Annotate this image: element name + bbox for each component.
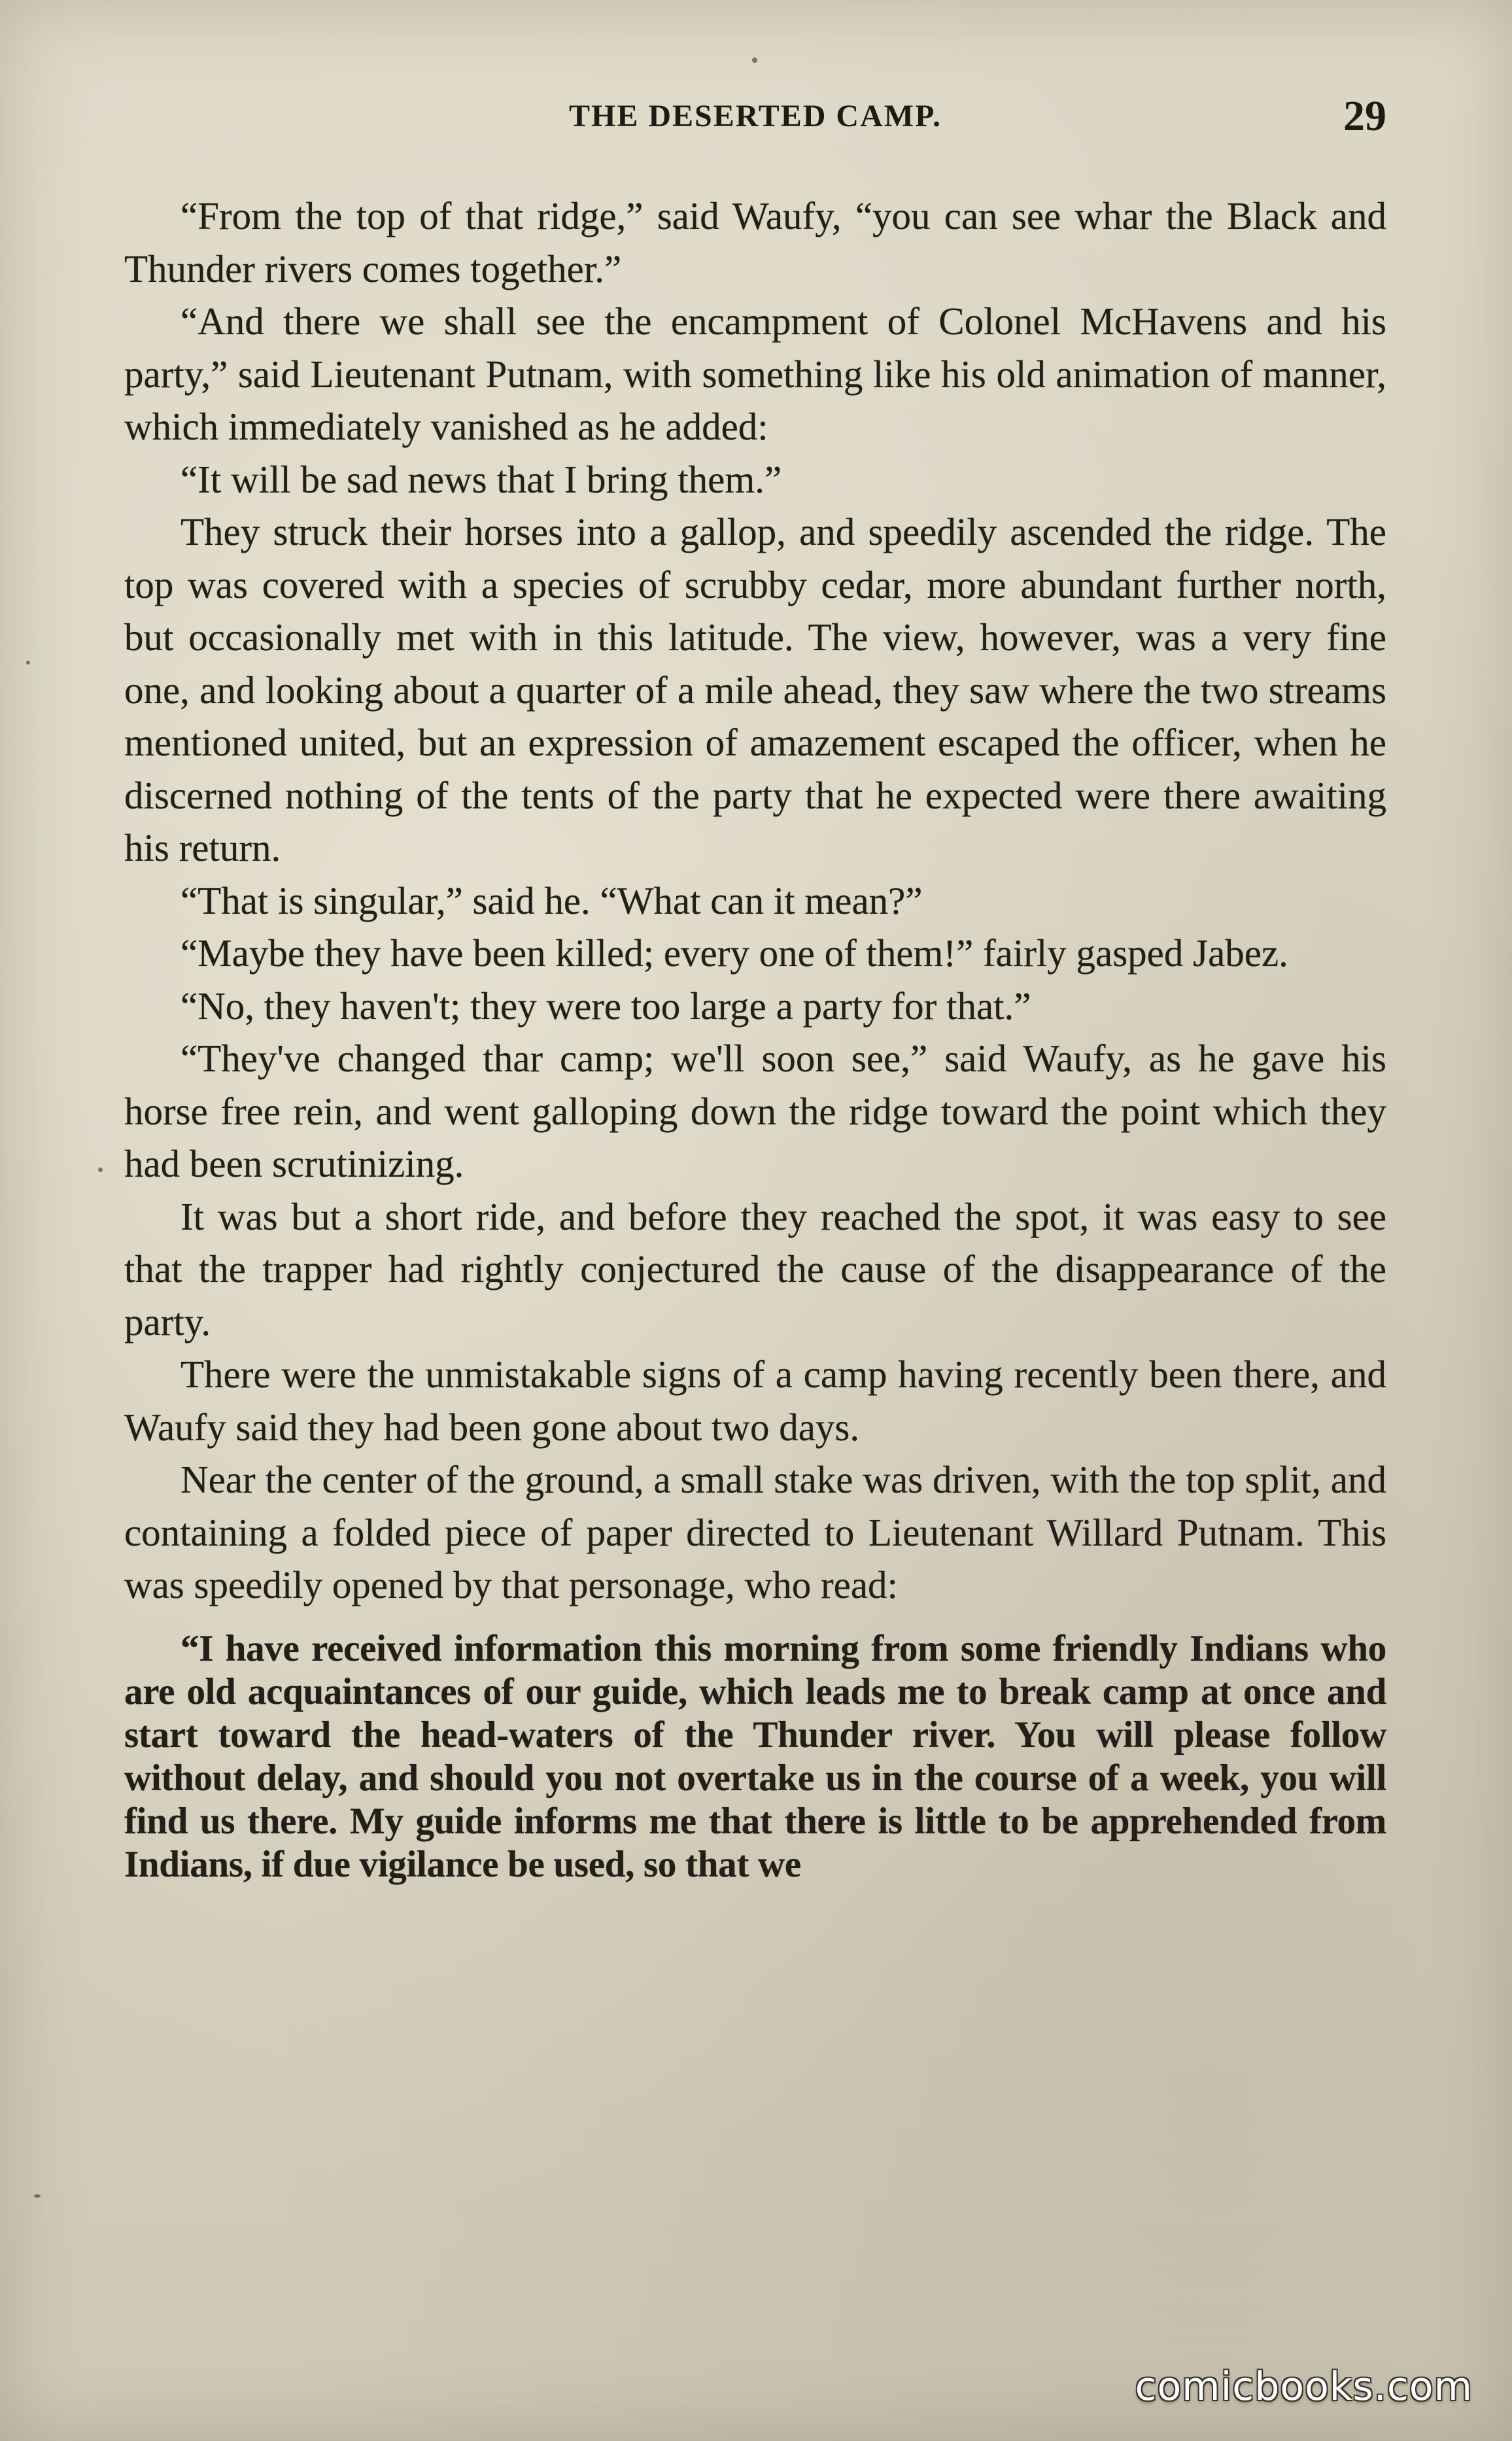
paragraph: “From the top of that ridge,” said Waufy, “you can see whar the Black and Thunder rivers comes together.” <box>124 194 1386 290</box>
quoted-letter: “I have received information this morning from some friendly Indians who are old acquaintances of our guide, which leads me to break camp at once and start toward the head-waters of the Thunder river. You will please follow without delay, and should you not overtake us in the course of a week, you will find us there. My guide informs me that there is little to be apprehended from Indians, if due vigilance be used, so that we <box>124 1627 1386 1885</box>
paragraph: They struck their horses into a gallop, and speedily ascended the ridge. The top was covered with a species of scrubby cedar, more abundant further north, but occasionally met with in this latitude. The view, however, was a very fine one, and looking about a quarter of a mile ahead, they saw where the two streams mentioned united, but an expression of amazement escaped the officer, when he discerned nothing of the tents of the party that he expected were there awaiting his return. <box>124 510 1386 869</box>
ink-speck <box>98 1168 103 1172</box>
paragraph: “No, they haven't; they were too large a party for that.” <box>180 984 1031 1028</box>
running-head <box>124 92 1386 144</box>
paragraph: “That is singular,” said he. “What can it mean?” <box>180 878 923 922</box>
paragraph: Near the center of the ground, a small stake was driven, with the top split, and containing a folded piece of paper directed to Lieutenant Willard Putnam. This was speedily opened by that personage, who read: <box>124 1458 1386 1606</box>
paragraph: “Maybe they have been killed; every one of them!” fairly gasped Jabez. <box>180 931 1288 975</box>
paragraph: There were the unmistakable signs of a camp having recently been there, and Waufy said they had been gone about two days. <box>124 1353 1386 1449</box>
ink-speck <box>752 58 757 63</box>
body-text <box>124 190 1386 1886</box>
ink-speck <box>34 2194 41 2198</box>
paragraph: It was but a short ride, and before they reached the spot, it was easy to see that the trapper had rightly conjectured the cause of the disappearance of the party. <box>124 1194 1386 1343</box>
paragraph: “It will be sad news that I bring them.” <box>180 457 782 501</box>
ink-speck <box>26 661 30 665</box>
paragraph: “They've changed thar camp; we'll soon see,” said Waufy, as he gave his horse free rein, and went galloping down the ridge toward the point which they had been scrutinizing. <box>124 1037 1386 1185</box>
watermark: comicbooks.com <box>1135 2364 1473 2410</box>
paragraph: “And there we shall see the encampment of Colonel McHavens and his party,” said Lieutenant Putnam, with something like his old animation of manner, which immediately vanished as he added: <box>124 300 1386 448</box>
page-number: 29 <box>1343 92 1386 140</box>
running-title: THE DESERTED CAMP. <box>569 99 942 133</box>
